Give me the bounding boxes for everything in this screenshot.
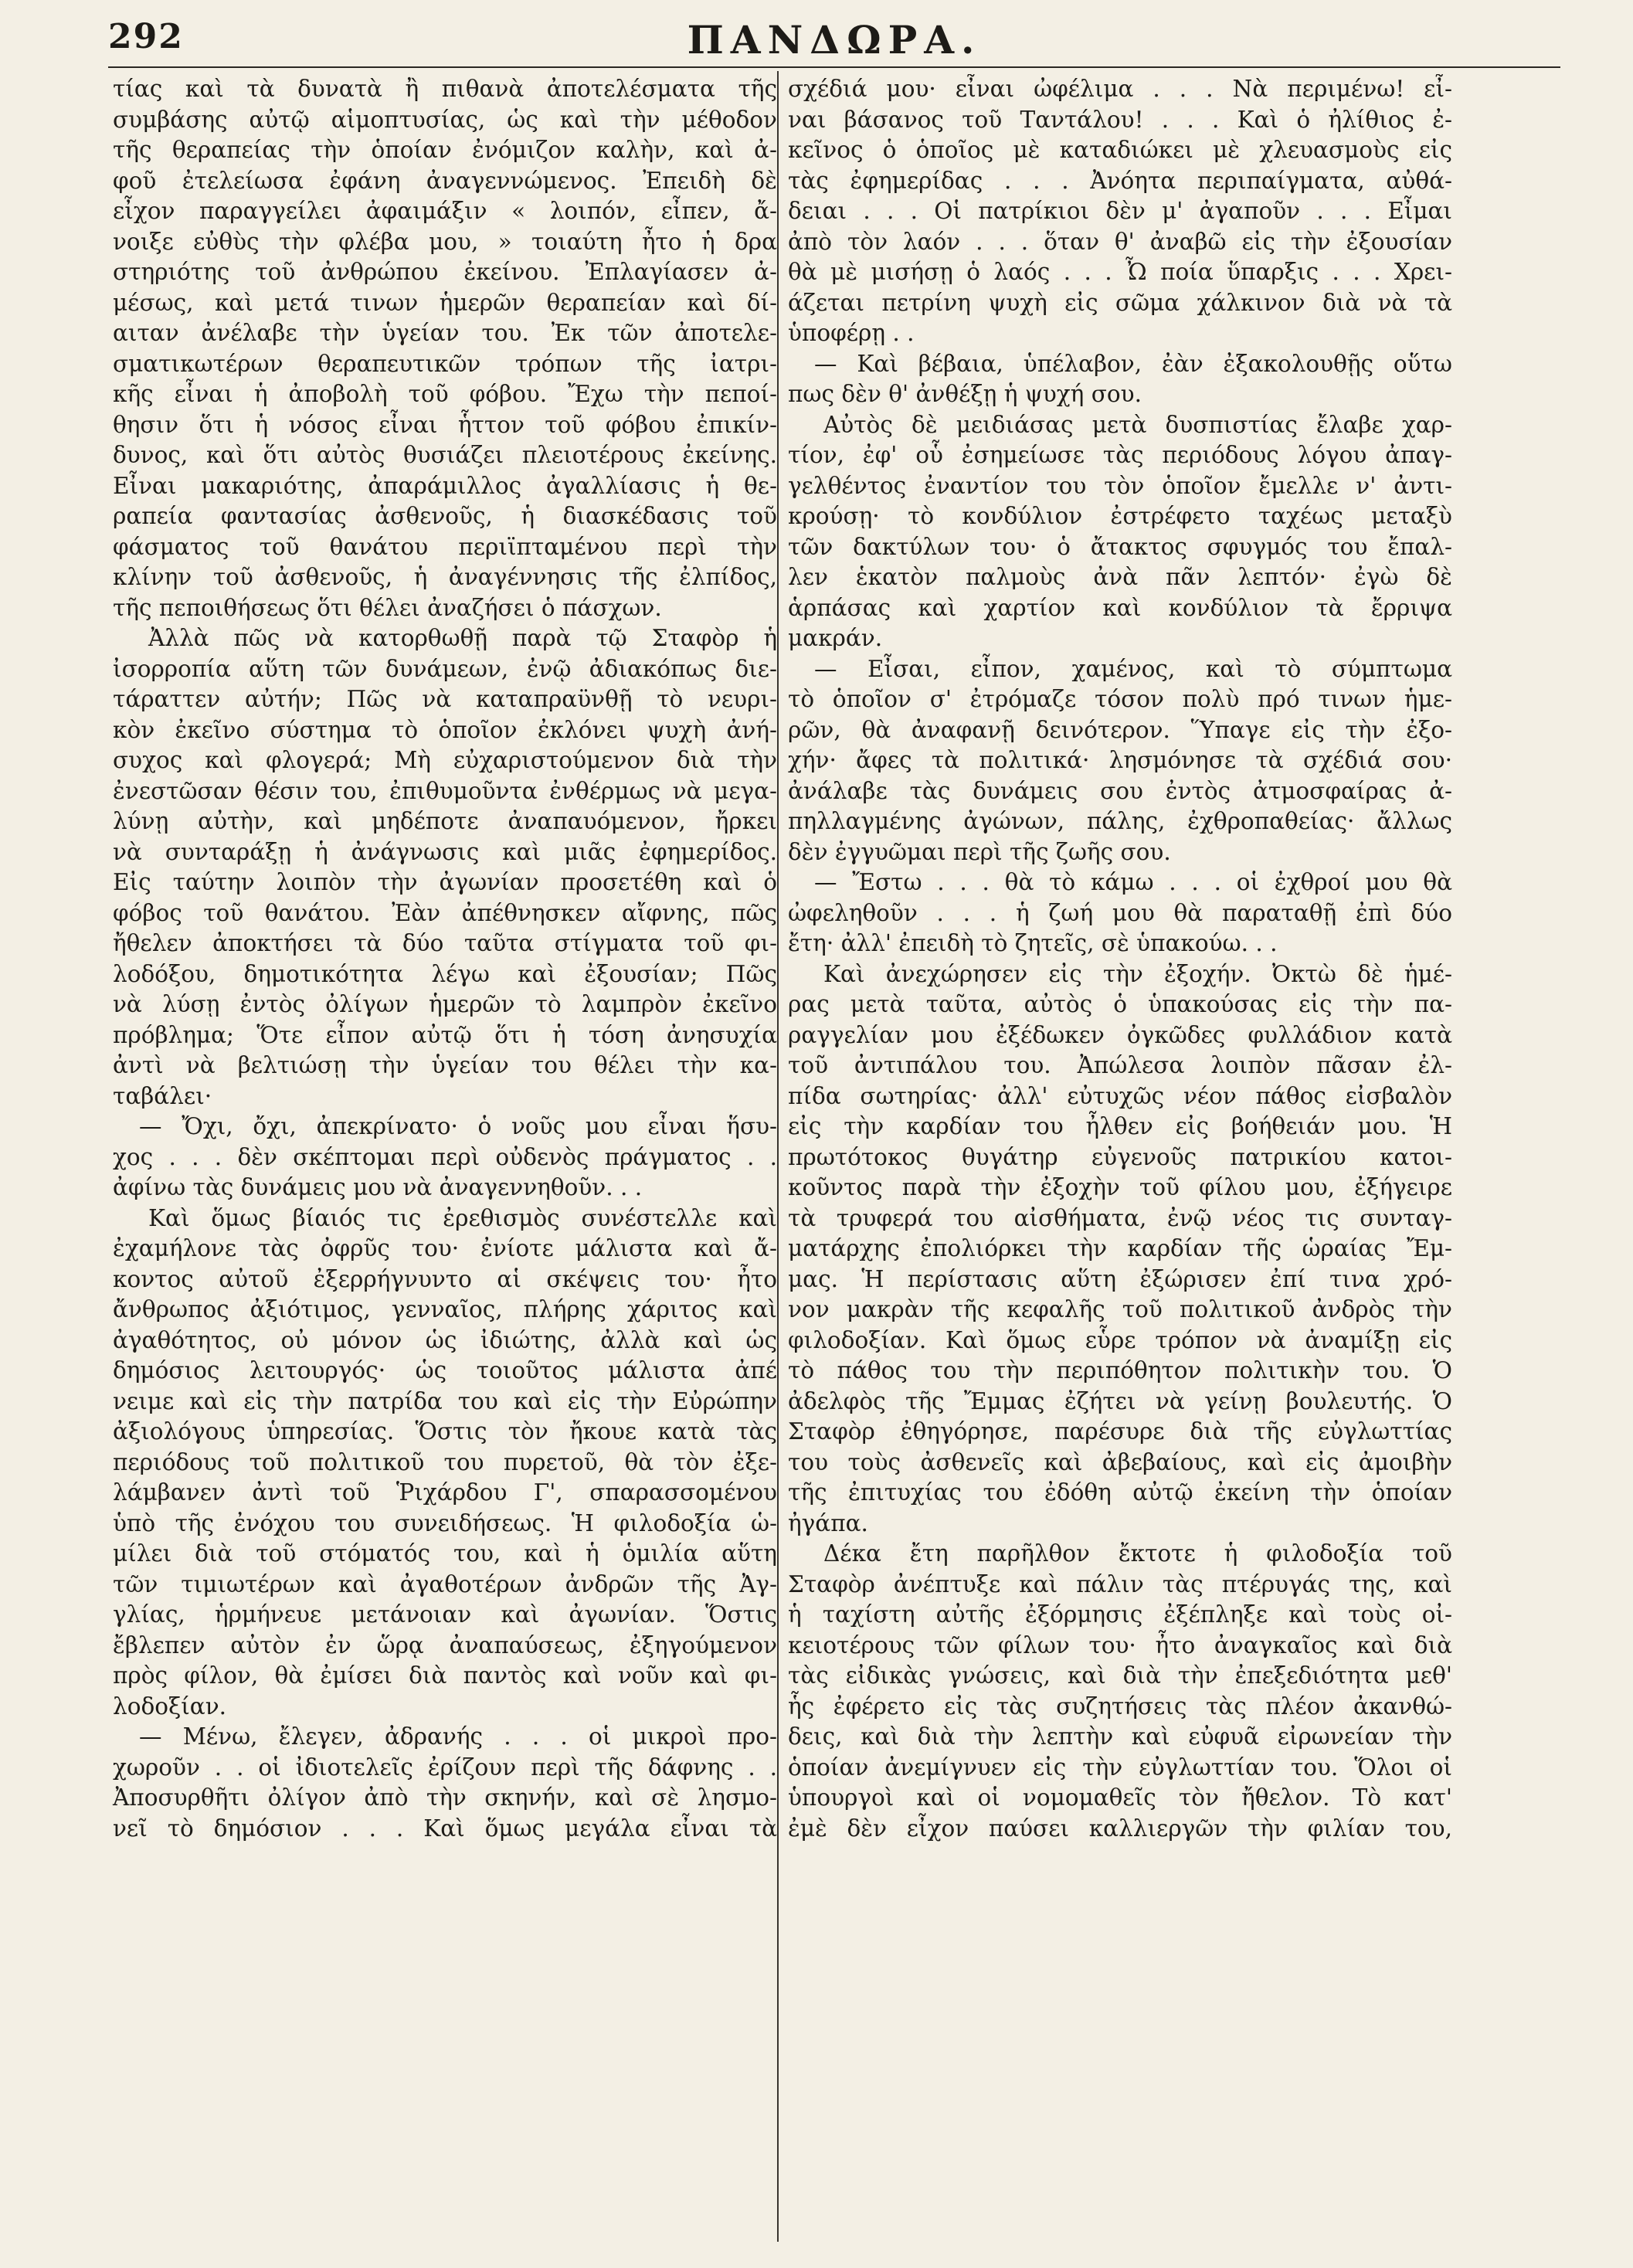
text-line: ὑπουργοὶ καὶ οἱ νομομαθεῖς τὸν ἤθελον. Τὸ κατ' xyxy=(788,1784,1452,1811)
text-line: ὑποφέρῃ . . xyxy=(788,320,915,346)
text-line: κρούσῃ· τὸ κονδύλιον ἐστρέφετο ταχέως μεταξὺ xyxy=(788,503,1452,529)
text-line: ραγγελίαν μου ἐξέδωκεν ὀγκῶδες φυλλάδιον κατὰ xyxy=(788,1021,1452,1048)
text-line: ἀπὸ τὸν λαόν . . . ὅταν θ' ἀναβῶ εἰς τὴν ἐξουσίαν xyxy=(788,228,1452,255)
text-line: λύνῃ αὐτὴν, καὶ μηδέποτε ἀναπαυόμενον, ἤρκει xyxy=(113,808,777,834)
text-line: τὰ τρυφερά του αἰσθήματα, ἐνῷ νέος τις συνταγ- xyxy=(788,1204,1452,1231)
text-line: μίλει διὰ τοῦ στόματός του, καὶ ἡ ὁμιλία αὕτη xyxy=(113,1540,777,1567)
text-line: κεῖνος ὁ ὁποῖος μὲ καταδιώκει μὲ χλευασμοὺς εἰς xyxy=(788,137,1452,163)
journal-title: ΠΑΝΔΩΡΑ. xyxy=(687,17,982,63)
text-line: φόβος τοῦ θανάτου. Ἐὰν ἀπέθνησκεν αἴφνης, πῶς xyxy=(113,899,777,926)
text-line: ματάρχης ἐπολιόρκει τὴν καρδίαν τῆς ὡραίας Ἔμ- xyxy=(788,1235,1452,1261)
text-line: τὰς εἰδικὰς γνώσεις, καὶ διὰ τὴν ἐπεξεδιότητα μεθ' xyxy=(788,1662,1452,1689)
text-line: ρῶν, θὰ ἀναφανῇ δεινότερον. Ὕπαγε εἰς τὴν ἐξο- xyxy=(788,716,1452,743)
page-number: 292 xyxy=(108,17,184,56)
header-rule xyxy=(108,66,1560,68)
text-line: άζεται πετρίνη ψυχὴ εἰς σῶμα χάλκινον διὰ νὰ τὰ xyxy=(788,289,1452,316)
text-line: ὠφεληθοῦν . . . ἡ ζωή μου θὰ παραταθῇ ἐπὶ δύο xyxy=(788,899,1452,926)
text-line: πίδα σωτηρίας· ἀλλ' εὐτυχῶς νέον πάθος εἰσβαλὸν xyxy=(788,1082,1452,1109)
text-line: τὰς ἐφημερίδας . . . Ἀνόητα περιπαίγματα, αὐθά- xyxy=(788,167,1452,194)
text-line: Σταφὸρ ἐθηγόρησε, παρέσυρε διὰ τῆς εὐγλωττίας xyxy=(788,1418,1452,1445)
text-line: πρόβλημα; Ὅτε εἶπον αὐτῷ ὅτι ἡ τόση ἀνησυχία xyxy=(113,1021,777,1048)
text-line: ἔτη· ἀλλ' ἐπειδὴ τὸ ζητεῖς, σὲ ὑπακούω. . . xyxy=(788,930,1278,956)
text-line: Καὶ ὅμως βίαιός τις ἐρεθισμὸς συνέστελλε καὶ xyxy=(148,1204,777,1231)
text-line: ραπεία φαντασίας ἀσθενοῦς, ἡ διασκέδασις τοῦ xyxy=(113,503,777,529)
text-line: νοιξε εὐθὺς τὴν φλέβα μου, » τοιαύτη ἦτο ἡ δρα xyxy=(113,228,777,255)
text-line: κοντος αὐτοῦ ἐξερρήγνυντο αἱ σκέψεις του· ἦτο xyxy=(113,1265,777,1292)
text-line: ἐχαμήλονε τὰς ὀφρῦς του· ἐνίοτε μάλιστα καὶ ἄ- xyxy=(113,1235,777,1261)
text-line: πρωτότοκος θυγάτηρ εὐγενοῦς πατρικίου κατοι- xyxy=(788,1143,1452,1170)
text-line: Αὐτὸς δὲ μειδιάσας μετὰ δυσπιστίας ἔλαβε χαρ- xyxy=(823,411,1452,438)
text-line: συμβάσης αὐτῷ αἱμοπτυσίας, ὡς καὶ τὴν μέθοδον xyxy=(113,106,777,133)
text-line: του τοὺς ἀσθενεῖς καὶ ἀβεβαίους, καὶ εἰς ἀμοιβὴν xyxy=(788,1448,1452,1475)
text-line: ἀγαθότητος, οὐ μόνον ὡς ἰδιώτης, ἀλλὰ καὶ ὡς xyxy=(113,1326,777,1353)
text-line: τῶν τιμιωτέρων καὶ ἀγαθοτέρων ἀνδρῶν τῆς Ἀγ- xyxy=(113,1570,777,1597)
text-line: ἀδελφὸς τῆς Ἔμμας ἐζήτει νὰ γείνῃ βουλευτής. Ὁ xyxy=(788,1387,1452,1414)
text-line: τῆς θεραπείας τὴν ὁποίαν ἐνόμιζον καλὴν, καὶ ἀ- xyxy=(113,137,777,163)
text-line: μας. Ἡ περίστασις αὕτη ἐξώρισεν ἐπί τινα χρό- xyxy=(788,1265,1452,1292)
text-line: σχέδιά μου· εἶναι ὠφέλιμα . . . Νὰ περιμένω! εἶ- xyxy=(788,76,1452,102)
text-line: πηλλαγμένης ἀγώνων, πάλης, ἐχθροπαθείας· ἄλλως xyxy=(788,808,1452,834)
text-line: λοδόξου, δημοτικότητα λέγω καὶ ἐξουσίαν; Πῶς xyxy=(113,960,777,987)
text-line: κειοτέρους τῶν φίλων του· ἦτο ἀναγκαῖος καὶ διὰ xyxy=(788,1631,1452,1659)
text-line: δειαι . . . Οἱ πατρίκιοι δὲν μ' ἀγαποῦν . . . Εἶμαι xyxy=(788,198,1452,224)
text-line: ἁρπάσας καὶ χαρτίον καὶ κονδύλιον τὰ ἔρριψα xyxy=(788,594,1452,621)
text-line: δυνος, καὶ ὅτι αὐτὸς θυσιάζει πλειοτέρους ἐκείνης. xyxy=(113,442,777,468)
text-line: θησιν ὅτι ἡ νόσος εἶναι ἧττον τοῦ φόβου ἐπικίν- xyxy=(113,411,777,438)
text-line: κὸν ἐκεῖνο σύστημα τὸ ὁποῖον ἐκλόνει ψυχὴ ἀνή- xyxy=(113,716,777,743)
text-line: τοῦ ἀντιπάλου του. Ἀπώλεσα λοιπὸν πᾶσαν ἐλ- xyxy=(788,1052,1452,1078)
text-line: Καὶ ἀνεχώρησεν εἰς τὴν ἐξοχήν. Ὀκτὼ δὲ ἡμέ- xyxy=(823,960,1452,987)
text-line: χος . . . δὲν σκέπτομαι περὶ οὐδενὸς πράγματος . . xyxy=(113,1143,777,1170)
text-line: νὰ λύσῃ ἐντὸς ὀλίγων ἡμερῶν τὸ λαμπρὸν ἐκεῖνο xyxy=(113,991,777,1017)
text-line: ἐμὲ δὲν εἶχον παύσει καλλιεργῶν τὴν φιλίαν του, xyxy=(788,1815,1452,1842)
text-line: λάμβανεν ἀντὶ τοῦ Ῥιχάρδου Γ', σπαρασσομένου xyxy=(113,1479,777,1506)
text-line: γλίας, ἡρμήνευε μετάνοιαν καὶ ἀγωνίαν. Ὅστις xyxy=(113,1601,777,1628)
text-line: τὸ πάθος του τὴν περιπόθητον πολιτικὴν του. Ὁ xyxy=(788,1357,1452,1384)
text-line: σματικωτέρων θεραπευτικῶν τρόπων τῆς ἰατρι- xyxy=(113,350,777,377)
text-line: μέσως, καὶ μετά τινων ἡμερῶν θεραπείαν καὶ δί- xyxy=(113,289,777,316)
text-line: — Ἔστω . . . θὰ τὸ κάμω . . . οἱ ἐχθροί μου θὰ xyxy=(814,869,1452,895)
text-line: Εἶναι μακαριότης, ἀπαράμιλλος ἀγαλλίασις ἡ θε- xyxy=(113,472,777,499)
text-line: εἰς τὴν καρδίαν του ἦλθεν εἰς βοήθειάν μου. Ἡ xyxy=(788,1113,1452,1139)
text-line: ρας μετὰ ταῦτα, αὐτὸς ὁ ὑπακούσας εἰς τὴν πα- xyxy=(788,991,1452,1017)
text-line: ἔβλεπεν αὐτὸν ἐν ὥρᾳ ἀναπαύσεως, ἐξηγούμενον xyxy=(113,1631,777,1659)
text-line: συχος καὶ φλογερά; Μὴ εὐχαριστούμενον διὰ τὴν xyxy=(113,747,777,773)
text-line: ἀνάλαβε τὰς δυνάμεις σου ἐντὸς ἀτμοσφαίρας ἀ- xyxy=(788,777,1452,804)
text-line: τὸ ὁποῖον σ' ἐτρόμαζε τόσον πολὺ πρό τινων ἡμε- xyxy=(788,686,1452,712)
text-line: κῆς εἶναι ἡ ἀποβολὴ τοῦ φόβου. Ἔχω τὴν πεποί- xyxy=(113,381,777,407)
text-line: ὁποίαν ἀνεμίγνυεν εἰς τὴν εὐγλωττίαν του. Ὅλοι οἱ xyxy=(788,1754,1452,1781)
text-line: Σταφὸρ ἀνέπτυξε καὶ πάλιν τὰς πτέρυγάς της, καὶ xyxy=(788,1570,1452,1597)
text-line: Ἀλλὰ πῶς νὰ κατορθωθῇ παρὰ τῷ Σταφὸρ ἡ xyxy=(148,625,777,651)
text-line: ναι βάσανος τοῦ Ταντάλου! . . . Καὶ ὁ ἠλίθιος ἐ- xyxy=(788,106,1452,133)
text-line: — Εἶσαι, εἶπον, χαμένος, καὶ τὸ σύμπτωμα xyxy=(814,655,1452,682)
text-line: πρὸς φίλον, θὰ ἐμίσει διὰ παντὸς καὶ νοῦν καὶ φι- xyxy=(113,1662,777,1689)
text-line: Εἰς ταύτην λοιπὸν τὴν ἀγωνίαν προσετέθη καὶ ὁ xyxy=(113,869,777,895)
text-line: χωροῦν . . οἱ ἰδιοτελεῖς ἐρίζουν περὶ τῆς δάφνης . . xyxy=(113,1754,777,1781)
text-line: κλίνην τοῦ ἀσθενοῦς, ἡ ἀναγέννησις τῆς ἐλπίδος, xyxy=(113,564,777,590)
text-line: ἀξιολόγους ὑπηρεσίας. Ὅστις τὸν ἤκουε κατὰ τὰς xyxy=(113,1418,777,1445)
text-line: αιταν ἀνέλαβε τὴν ὑγείαν του. Ἐκ τῶν ἀποτελε- xyxy=(113,320,777,346)
text-line: δὲν ἐγγυῶμαι περὶ τῆς ζωῆς σου. xyxy=(788,838,1171,865)
text-line: — Καὶ βέβαια, ὑπέλαβον, ἐὰν ἐξακολουθῇς οὕτω xyxy=(814,350,1452,377)
left-text-column xyxy=(108,74,782,2237)
text-line: ταβάλει· xyxy=(113,1082,212,1109)
text-line: εἶχον παραγγείλει ἀφαιμάξιν « λοιπόν, εἶπεν, ἄ- xyxy=(113,198,777,224)
text-line: ἀφίνω τὰς δυνάμεις μου νὰ ἀναγεννηθοῦν. . . xyxy=(113,1174,643,1200)
right-text-column xyxy=(783,74,1457,2237)
text-line: ὑπὸ τῆς ἐνόχου του συνειδήσεως. Ἡ φιλοδοξία ὡ- xyxy=(113,1509,777,1536)
text-line: νον μακρὰν τῆς κεφαλῆς τοῦ πολιτικοῦ ἀνδρὸς τὴν xyxy=(788,1296,1452,1322)
text-line: τάραττεν αὐτήν; Πῶς νὰ καταπραϋνθῇ τὸ νευρι- xyxy=(113,686,777,712)
text-line: φοῦ ἐτελείωσα ἐφάνη ἀναγεννώμενος. Ἐπειδὴ δὲ xyxy=(113,167,777,194)
text-line: Ἀποσυρθῆτι ὀλίγον ἀπὸ τὴν σκηνήν, καὶ σὲ λησμο- xyxy=(113,1784,777,1811)
text-line: περιόδους τοῦ πολιτικοῦ του πυρετοῦ, θὰ τὸν ἐξε- xyxy=(113,1448,777,1475)
text-line: ἀντὶ νὰ βελτιώσῃ τὴν ὑγείαν του θέλει τὴν κα- xyxy=(113,1052,777,1078)
text-line: δημόσιος λειτουργός· ὡς τοιοῦτος μάλιστα ἀπέ xyxy=(113,1357,777,1384)
text-line: λεν ἑκατὸν παλμοὺς ἀνὰ πᾶν λεπτόν· ἐγὼ δὲ xyxy=(788,564,1452,590)
text-line: τίας καὶ τὰ δυνατὰ ἢ πιθανὰ ἀποτελέσματα τῆς xyxy=(113,76,777,102)
text-line: φιλοδοξίαν. Καὶ ὅμως εὗρε τρόπον νὰ ἀναμίξῃ εἰς xyxy=(788,1326,1452,1353)
text-line: ἧς ἐφέρετο εἰς τὰς συζητήσεις τὰς πλέον ἀκανθώ- xyxy=(788,1693,1452,1720)
text-line: χήν· ἄφες τὰ πολιτικά· λησμόνησε τὰ σχέδιά σου· xyxy=(788,747,1452,773)
text-line: ἄνθρωπος ἀξιότιμος, γενναῖος, πλήρης χάριτος καὶ xyxy=(113,1296,777,1322)
text-line: στηριότης τοῦ ἀνθρώπου ἐκείνου. Ἐπλαγίασεν ἀ- xyxy=(113,259,777,285)
text-line: νειμε καὶ εἰς τὴν πατρίδα του καὶ εἰς τὴν Εὐρώπην xyxy=(113,1387,777,1414)
text-line: τῶν δακτύλων του· ὁ ἄτακτος σφυγμός του ἔπαλ- xyxy=(788,533,1452,560)
column-divider xyxy=(777,71,779,2242)
text-line: κοῦντος παρὰ τὴν ἐξοχὴν τοῦ φίλου μου, ἐξήγειρε xyxy=(788,1174,1452,1200)
text-line: — Μένω, ἔλεγεν, ἀδρανής . . . οἱ μικροὶ προ- xyxy=(139,1723,777,1750)
text-line: μακράν. xyxy=(788,625,883,651)
text-line: φάσματος τοῦ θανάτου περιϊπταμένου περὶ τὴν xyxy=(113,533,777,560)
text-line: τίον, ἐφ' οὗ ἐσημείωσε τὰς περιόδους λόγου ἀπαγ- xyxy=(788,442,1452,468)
text-line: ἰσορροπία αὕτη τῶν δυνάμεων, ἐνῷ ἀδιακόπως διε- xyxy=(113,655,777,682)
text-line: τῆς πεποιθήσεως ὅτι θέλει ἀναζήσει ὁ πάσχων. xyxy=(113,594,662,621)
text-line: ἠγάπα. xyxy=(788,1509,868,1536)
text-line: τῆς ἐπιτυχίας του ἐδόθη αὐτῷ ἐκείνη τὴν ὁποίαν xyxy=(788,1479,1452,1506)
page-header xyxy=(108,17,1560,71)
text-line: λοδοξίαν. xyxy=(113,1693,227,1720)
text-line: γελθέντος ἐναντίον του τὸν ὁποῖον ἔμελλε ν' ἀντι- xyxy=(788,472,1452,499)
text-line: ἡ ταχίστη αὐτῆς ἐξόρμησις ἐξέπληξε καὶ τοὺς οἰ- xyxy=(788,1601,1452,1628)
text-line: θὰ μὲ μισήσῃ ὁ λαός . . . Ὦ ποία ὕπαρξις . . . Χρει- xyxy=(788,259,1452,285)
text-line: ἐνεστῶσαν θέσιν του, ἐπιθυμοῦντα ἐνθέρμως νὰ μεγα- xyxy=(113,777,777,804)
text-line: νὰ συνταράξῃ ἡ ἀνάγνωσις καὶ μιᾶς ἐφημερίδος. xyxy=(113,838,777,865)
text-line: — Ὄχι, ὄχι, ἀπεκρίνατο· ὁ νοῦς μου εἶναι ἥσυ- xyxy=(139,1113,777,1139)
text-line: νεῖ τὸ δημόσιον . . . Καὶ ὅμως μεγάλα εἶναι τὰ xyxy=(113,1815,777,1842)
text-line: Δέκα ἔτη παρῆλθον ἔκτοτε ἡ φιλοδοξία τοῦ xyxy=(823,1540,1452,1567)
text-line: δεις, καὶ διὰ τὴν λεπτὴν καὶ εὐφυᾶ εἰρωνείαν τὴν xyxy=(788,1723,1452,1750)
text-line: πως δὲν θ' ἀνθέξῃ ἡ ψυχή σου. xyxy=(788,381,1142,407)
text-line: ἤθελεν ἀποκτήσει τὰ δύο ταῦτα στίγματα τοῦ φι- xyxy=(113,930,777,956)
